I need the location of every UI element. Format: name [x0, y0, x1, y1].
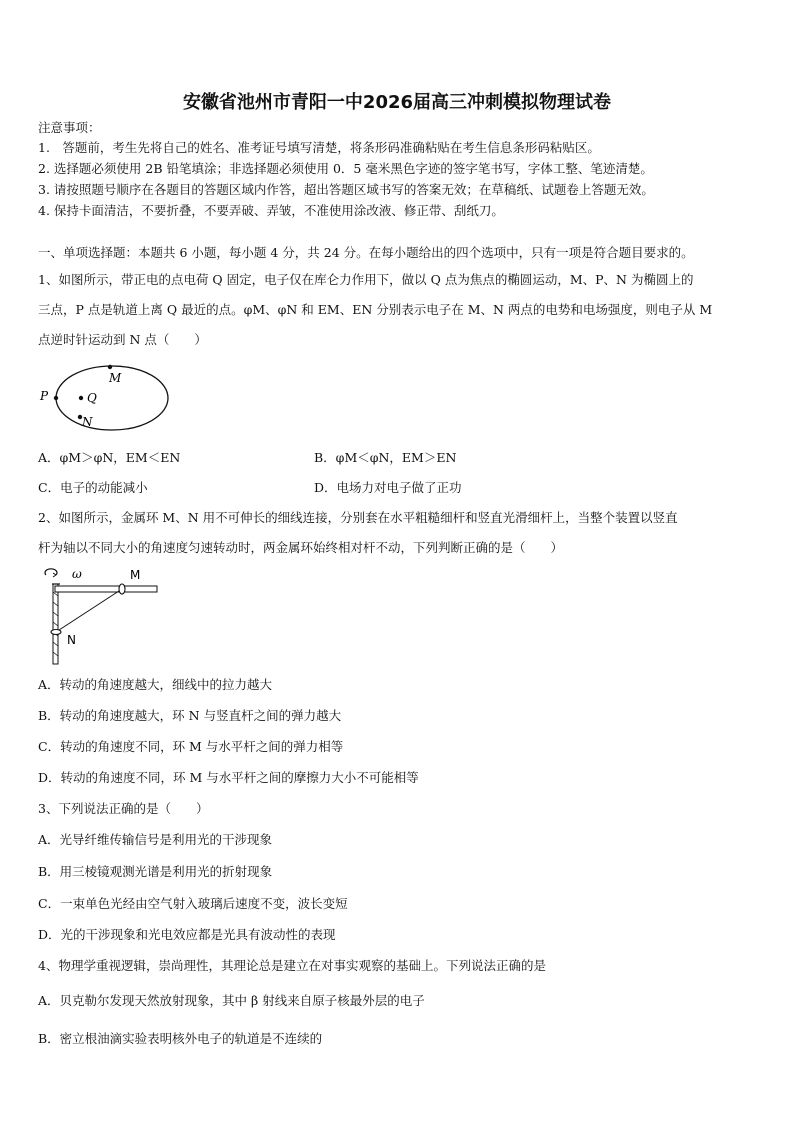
q2-option-a: A．转动的角速度越大，细线中的拉力越大: [38, 677, 273, 692]
fig-label-N: N: [67, 633, 76, 647]
q2-rod-figure: [38, 566, 166, 666]
q1-option-d: D．电场力对电子做了正功: [314, 480, 462, 495]
q1-option-c: C．电子的动能减小: [38, 480, 148, 495]
notice-item-3: 3. 请按照题号顺序在各题目的答题区域内作答，超出答题区域书写的答案无效；在草稿纸、试题卷上答题无效。: [38, 182, 654, 197]
fig-label-Q: Q: [87, 391, 97, 405]
q2-option-c: C．转动的角速度不同，环 M 与水平杆之间的弹力相等: [38, 739, 344, 754]
notice-item-1: 1. 答题前，考生先将自己的姓名、准考证号填写清楚，将条形码准确粘贴在考生信息条形码粘贴区。: [38, 140, 600, 155]
q1-stem-line2: 三点，P 点是轨道上离 Q 最近的点。φM、φN 和 EM、EN 分别表示电子在 M、N 两点的电势和电场强度，则电子从 M: [38, 302, 713, 317]
q3-option-d: D．光的干涉现象和光电效应都是光具有波动性的表现: [38, 927, 336, 942]
notice-item-2: 2. 选择题必须使用 2B 铅笔填涂；非选择题必须使用 0．5 毫米黑色字迹的签字笔书写，字体工整、笔迹清楚。: [38, 161, 653, 176]
notice-item-4: 4. 保持卡面清洁，不要折叠，不要弄破、弄皱，不准使用涂改液、修正带、刮纸刀。: [38, 203, 504, 218]
section-heading: 一、单项选择题：本题共 6 小题，每小题 4 分，共 24 分。在每小题给出的四个选项中，只有一项是符合题目要求的。: [38, 245, 694, 260]
q1-option-a: A．φM＞φN，EM＜EN: [38, 450, 181, 465]
q1-option-b: B．φM＜φN，EM＞EN: [314, 450, 457, 465]
fig-label-P: P: [40, 389, 49, 403]
q3-option-a: A．光导纤维传输信号是利用光的干涉现象: [38, 832, 273, 847]
q2-option-b: B．转动的角速度越大，环 N 与竖直杆之间的弹力越大: [38, 708, 342, 723]
notice-heading: 注意事项：: [38, 120, 101, 135]
q1-stem-line1: 1、如图所示，带正电的点电荷 Q 固定，电子仅在库仑力作用下，做以 Q 点为焦点的椭圆运动，M、P、N 为椭圆上的: [38, 272, 694, 287]
q2-stem-line1: 2、如图所示，金属环 M、N 用不可伸长的细线连接，分别套在水平粗糙细杆和竖直光滑细杆上，当整个装置以竖直: [38, 510, 678, 525]
q2-stem-line2: 杆为轴以不同大小的角速度匀速转动时，两金属环始终相对杆不动，下列判断正确的是（ ）: [38, 540, 564, 555]
q1-stem-line3: 点逆时针运动到 N 点（ ）: [38, 332, 207, 347]
q2-option-d: D．转动的角速度不同，环 M 与水平杆之间的摩擦力大小不可能相等: [38, 770, 419, 785]
q1-ellipse-figure: [36, 360, 176, 436]
fig-label-M: M: [130, 568, 141, 582]
q3-option-b: B．用三棱镜观测光谱是利用光的折射现象: [38, 864, 273, 879]
q3-option-c: C．一束单色光经由空气射入玻璃后速度不变，波长变短: [38, 896, 348, 911]
page-title: 安徽省池州市青阳一中2026届高三冲刺模拟物理试卷: [182, 92, 612, 113]
fig-label-omega: ω: [72, 567, 82, 581]
q4-option-a: A．贝克勒尔发现天然放射现象，其中 β 射线来自原子核最外层的电子: [38, 993, 425, 1008]
q4-stem: 4、物理学重视逻辑，崇尚理性，其理论总是建立在对事实观察的基础上。下列说法正确的是: [38, 958, 546, 973]
fig-label-N: N: [82, 415, 93, 429]
fig-label-M: M: [109, 371, 122, 385]
q4-option-b: B．密立根油滴实验表明核外电子的轨道是不连续的: [38, 1031, 323, 1046]
q3-stem: 3、下列说法正确的是（ ）: [38, 801, 209, 816]
